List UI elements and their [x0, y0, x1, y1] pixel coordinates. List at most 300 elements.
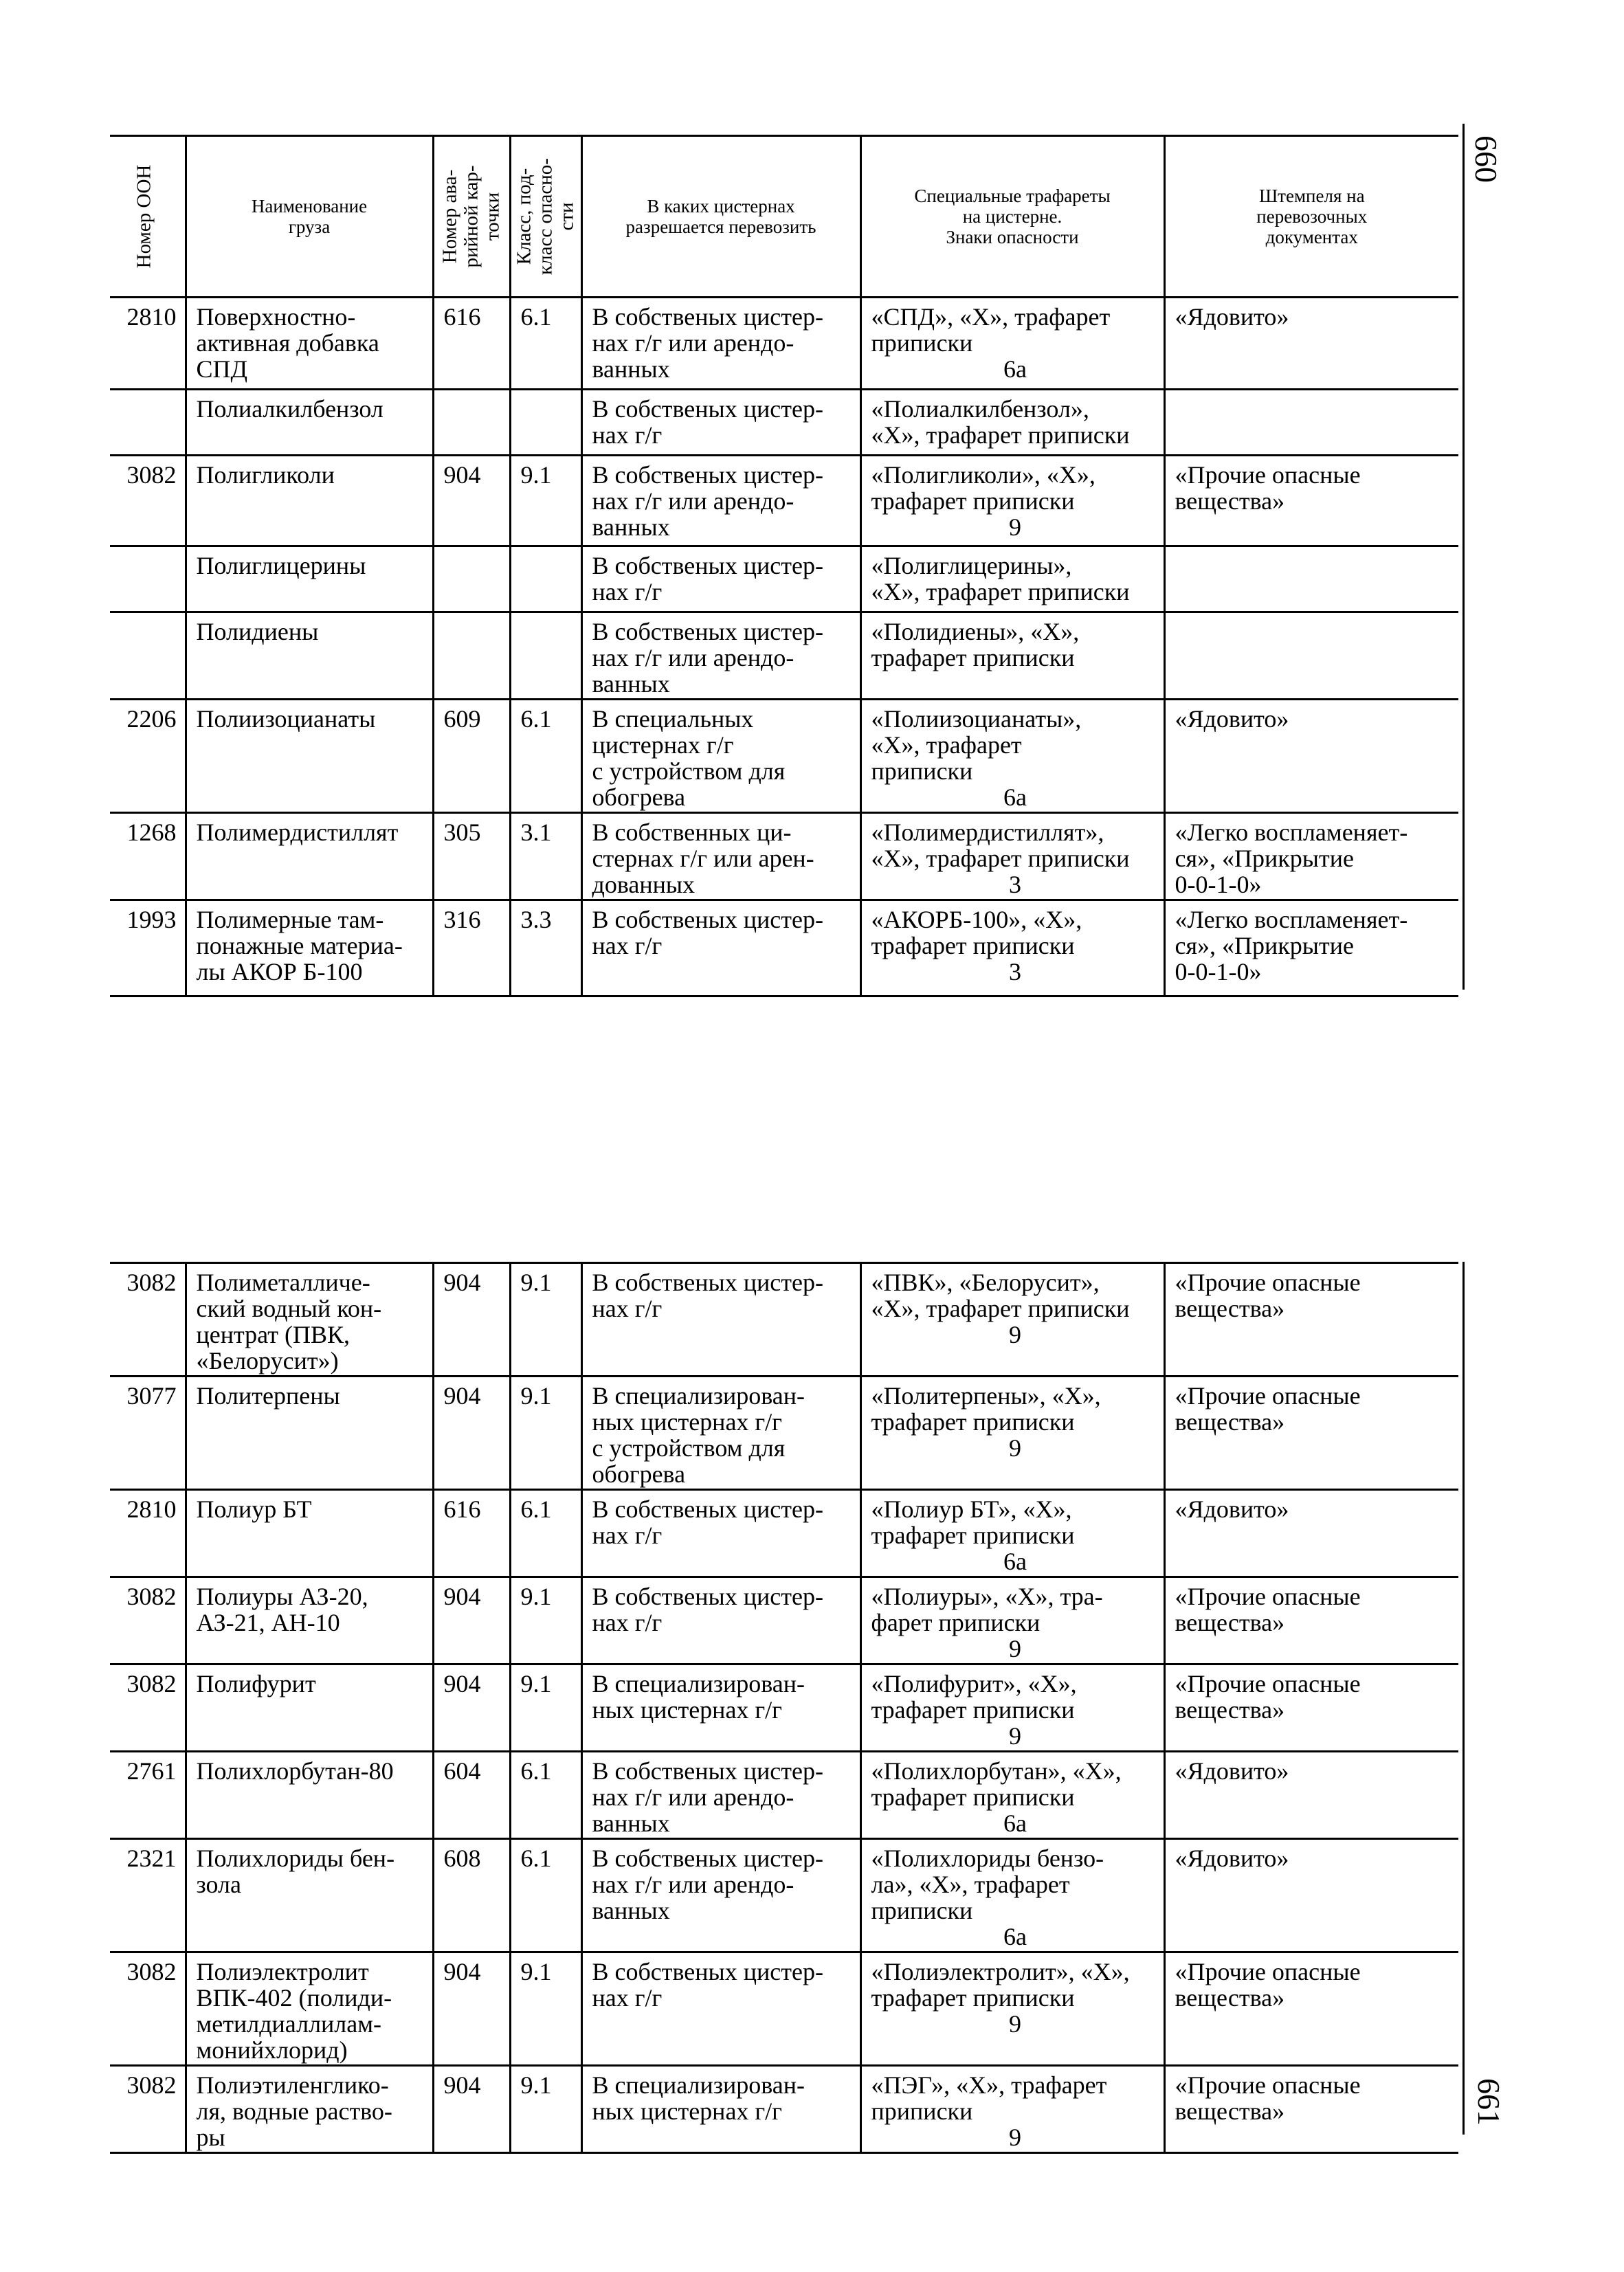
- un-cell: 3082: [110, 456, 186, 546]
- text-line: 0-0-1-0»: [1175, 871, 1262, 898]
- text-line: «Полиэлектролит», «Х»,: [871, 1958, 1130, 1985]
- table-row: [110, 1377, 1458, 1490]
- danger-sign-number: 9: [1009, 513, 1021, 541]
- text-line: Полидиены: [196, 618, 319, 645]
- text-line: «ПЭГ», «Х», трафарет: [871, 2071, 1107, 2099]
- class-cell: 9.1: [510, 456, 581, 546]
- text-line: метилдиаллилам-: [196, 2010, 382, 2038]
- text-line: «Полигликоли», «Х»,: [871, 461, 1095, 489]
- stencil-cell: [860, 298, 1164, 390]
- name-cell: [186, 1839, 433, 1952]
- stamp-cell: [1164, 1752, 1458, 1839]
- text-line: «Полихлориды бензо-: [871, 1845, 1104, 1872]
- text-line: «Ядовито»: [1175, 705, 1289, 733]
- un-cell: 2810: [110, 1490, 186, 1577]
- stencil-cell: [860, 1490, 1164, 1577]
- text-line: В специализирован-: [592, 1382, 805, 1410]
- text-line: нах г/г: [592, 421, 663, 449]
- table-row: [110, 813, 1458, 900]
- text-line: обогрева: [592, 1460, 686, 1488]
- name-cell: [186, 700, 433, 813]
- tanks-cell: [581, 1839, 860, 1952]
- stamp-cell: [1164, 1664, 1458, 1752]
- danger-sign-number: 9: [1009, 1635, 1021, 1662]
- name-cell: [186, 1952, 433, 2066]
- text-line: В собственых цистер-: [592, 1269, 823, 1296]
- danger-sign-number: 6а: [1003, 1923, 1027, 1950]
- text-line: «Полиалкилбензол»,: [871, 395, 1089, 423]
- stencil-cell: [860, 1263, 1164, 1377]
- header-cargo-name: [186, 136, 433, 298]
- stencil-cell: [860, 1577, 1164, 1664]
- name-cell: [186, 1577, 433, 1664]
- text-line: Полиэтиленглико-: [196, 2071, 389, 2099]
- un-cell: [110, 390, 186, 456]
- text-line: Полигликоли: [196, 461, 335, 489]
- class-cell: 6.1: [510, 1490, 581, 1577]
- text-line: зола: [196, 1871, 241, 1898]
- text-line: ля, водные раство-: [196, 2097, 392, 2125]
- text-line: нах г/г или арендо-: [592, 1871, 794, 1898]
- text-line: В собственых цистер-: [592, 1495, 823, 1523]
- danger-sign-number: 6а: [1003, 1548, 1027, 1575]
- un-cell: 3077: [110, 1377, 186, 1490]
- text-line: «Белорусит»): [196, 1347, 339, 1374]
- text-line: нах г/г: [592, 1522, 663, 1549]
- text-line: Полиглицерины: [196, 552, 366, 579]
- un-cell: 3082: [110, 1577, 186, 1664]
- text-line: ры: [196, 2124, 225, 2151]
- text-line: Полиуры АЗ-20,: [196, 1583, 368, 1610]
- text-line: В собственных ци-: [592, 818, 792, 846]
- header-stencils: [860, 136, 1164, 298]
- text-line: ВПК-402 (полиди-: [196, 1984, 392, 2012]
- danger-sign-number: 6а: [1003, 1809, 1027, 1837]
- text-line: Поверхностно-: [196, 303, 356, 331]
- stencil-cell: [860, 456, 1164, 546]
- stamp-cell: [1164, 1839, 1458, 1952]
- stamp-cell: [1164, 1952, 1458, 2066]
- class-cell: 6.1: [510, 1839, 581, 1952]
- text-line: сти: [555, 202, 578, 231]
- text-line: Штемпеля на: [1258, 186, 1365, 206]
- text-line: Полиалкилбензол: [196, 395, 383, 423]
- text-line: приписки: [871, 2097, 973, 2125]
- tanks-cell: [581, 298, 860, 390]
- card-cell: 904: [433, 456, 510, 546]
- tanks-cell: [581, 900, 860, 996]
- text-line: ванных: [592, 355, 670, 383]
- header-hazard-class: [510, 136, 581, 298]
- stamp-cell: [1164, 1577, 1458, 1664]
- stamp-cell: [1164, 612, 1458, 700]
- name-cell: [186, 900, 433, 996]
- text-line: «Полихлорбутан», «Х»,: [871, 1757, 1122, 1785]
- table-row: [110, 1839, 1458, 1952]
- text-line: «Х», трафарет приписки: [871, 1295, 1130, 1322]
- un-cell: 2321: [110, 1839, 186, 1952]
- text-line: «Легко воспламеняет-: [1175, 818, 1408, 846]
- text-line: В собственых цистер-: [592, 552, 823, 579]
- text-line: ных цистернах г/г: [592, 1696, 782, 1724]
- un-cell: 2761: [110, 1752, 186, 1839]
- stamp-cell: [1164, 900, 1458, 996]
- text-line: с устройством для: [592, 757, 786, 785]
- page-number-bottom: 661: [1471, 2078, 1506, 2126]
- text-line: дованных: [592, 871, 696, 898]
- text-line: «Х», трафарет приписки: [871, 578, 1130, 605]
- text-line: «Х», трафарет приписки: [871, 845, 1130, 872]
- text-line: приписки: [871, 757, 973, 785]
- text-line: АЗ-21, АН-10: [196, 1609, 340, 1636]
- stamp-cell: [1164, 298, 1458, 390]
- text-line: Полиур БТ: [196, 1495, 312, 1523]
- text-line: вещества»: [1175, 2097, 1285, 2125]
- stencil-cell: [860, 700, 1164, 813]
- text-line: ся», «Прикрытие: [1175, 845, 1354, 872]
- tanks-cell: [581, 2066, 860, 2153]
- right-rule-bottom: [1462, 1262, 1465, 2135]
- text-line: Полифурит: [196, 1670, 316, 1697]
- text-line: трафарет приписки: [871, 932, 1075, 959]
- text-line: В специализирован-: [592, 1670, 805, 1697]
- name-cell: [186, 1490, 433, 1577]
- text-line: на цистерне.: [962, 206, 1063, 227]
- text-line: «Прочие опасные: [1175, 1670, 1361, 1697]
- text-line: «Прочие опасные: [1175, 461, 1361, 489]
- class-cell: 3.3: [510, 900, 581, 996]
- text-line: В собственых цистер-: [592, 1845, 823, 1872]
- text-line: ский водный кон-: [196, 1295, 382, 1322]
- name-cell: [186, 390, 433, 456]
- text-line: «Прочие опасные: [1175, 1382, 1361, 1410]
- name-cell: [186, 546, 433, 612]
- name-cell: [186, 612, 433, 700]
- header-emergency-card: [433, 136, 510, 298]
- text-line: точки: [481, 192, 504, 241]
- text-line: «Полиизоцианаты»,: [871, 705, 1082, 733]
- card-cell: 904: [433, 2066, 510, 2153]
- header-un-number: Номер ООН: [110, 136, 186, 298]
- text-line: трафарет приписки: [871, 1522, 1075, 1549]
- text-line: Полиэлектролит: [196, 1958, 369, 1985]
- stencil-cell: [860, 1664, 1164, 1752]
- card-cell: 904: [433, 1664, 510, 1752]
- text-line: нах г/г: [592, 1295, 663, 1322]
- class-cell: 9.1: [510, 2066, 581, 2153]
- text-line: вещества»: [1175, 1295, 1285, 1322]
- table-row: [110, 1577, 1458, 1664]
- text-line: нах г/г: [592, 1984, 663, 2012]
- tanks-cell: [581, 546, 860, 612]
- un-cell: 3082: [110, 1263, 186, 1377]
- text-line: груза: [288, 216, 331, 237]
- stamp-cell: [1164, 1263, 1458, 1377]
- table-row: [110, 1263, 1458, 1377]
- text-line: «Полимердистиллят»,: [871, 818, 1104, 846]
- text-line: В собственых цистер-: [592, 461, 823, 489]
- class-cell: 6.1: [510, 700, 581, 813]
- name-cell: [186, 1752, 433, 1839]
- text-line: Полимерные там-: [196, 906, 384, 933]
- header-stamps: [1164, 136, 1458, 298]
- text-line: Знаки опасности: [946, 227, 1079, 247]
- un-cell: [110, 546, 186, 612]
- stamp-cell: [1164, 546, 1458, 612]
- tanks-cell: [581, 1952, 860, 2066]
- tanks-cell: [581, 612, 860, 700]
- text-line: нах г/г: [592, 578, 663, 605]
- text-line: нах г/г или арендо-: [592, 1783, 794, 1811]
- text-line: стернах г/г или арен-: [592, 845, 814, 872]
- table-row: [110, 2066, 1458, 2153]
- name-cell: [186, 456, 433, 546]
- text-line: понажные материа-: [196, 932, 403, 959]
- text-line: вещества»: [1175, 1696, 1285, 1724]
- table-row: [110, 546, 1458, 612]
- text-line: нах г/г: [592, 1609, 663, 1636]
- cargo-table-1: [110, 135, 1458, 997]
- class-cell: 9.1: [510, 1377, 581, 1490]
- text-line: В собственых цистер-: [592, 906, 823, 933]
- text-line: Полихлориды бен-: [196, 1845, 395, 1872]
- text-line: нах г/г или арендо-: [592, 487, 794, 515]
- stencil-cell: [860, 1752, 1164, 1839]
- table-row: [110, 900, 1458, 996]
- tanks-cell: [581, 1577, 860, 1664]
- text-line: СПД: [196, 355, 248, 383]
- text-line: В специализирован-: [592, 2071, 805, 2099]
- text-line: В собственых цистер-: [592, 1958, 823, 1985]
- text-line: вещества»: [1175, 487, 1285, 515]
- text-line: ла», «Х», трафарет: [871, 1871, 1070, 1898]
- card-cell: [433, 390, 510, 456]
- text-line: «Политерпены», «Х»,: [871, 1382, 1101, 1410]
- text-line: Полихлорбутан-80: [196, 1757, 394, 1785]
- text-line: трафарет приписки: [871, 644, 1075, 671]
- tanks-cell: [581, 1490, 860, 1577]
- text-line: В собственых цистер-: [592, 1583, 823, 1610]
- text-line: «ПВК», «Белорусит»,: [871, 1269, 1100, 1296]
- stamp-cell: [1164, 390, 1458, 456]
- text-line: цистернах г/г: [592, 731, 734, 759]
- text-line: вещества»: [1175, 1984, 1285, 2012]
- text-line: ванных: [592, 1809, 670, 1837]
- un-cell: 1268: [110, 813, 186, 900]
- text-line: фарет приписки: [871, 1609, 1041, 1636]
- page-number-top: 660: [1469, 135, 1504, 183]
- table-row: [110, 1952, 1458, 2066]
- danger-sign-number: 9: [1009, 1434, 1021, 1462]
- text-line: ных цистернах г/г: [592, 1408, 782, 1436]
- card-cell: 904: [433, 1952, 510, 2066]
- text-line: ванных: [592, 670, 670, 698]
- card-cell: 904: [433, 1377, 510, 1490]
- text-line: «Ядовито»: [1175, 1495, 1289, 1523]
- text-line: трафарет приписки: [871, 1783, 1075, 1811]
- text-line: Полиизоцианаты: [196, 705, 376, 733]
- table-header-row: [110, 136, 1458, 298]
- stencil-cell: [860, 900, 1164, 996]
- header-tanks: [581, 136, 860, 298]
- un-cell: [110, 612, 186, 700]
- stamp-cell: [1164, 813, 1458, 900]
- danger-sign-number: 9: [1009, 1722, 1021, 1750]
- text-line: нах г/г или арендо-: [592, 329, 794, 357]
- text-line: обогрева: [592, 783, 686, 811]
- text-line: «Прочие опасные: [1175, 1958, 1361, 1985]
- table-row: [110, 390, 1458, 456]
- name-cell: [186, 1664, 433, 1752]
- text-line: В собственых цистер-: [592, 303, 823, 331]
- danger-sign-number: 3: [1009, 958, 1021, 985]
- text-line: «Полидиены», «Х»,: [871, 618, 1080, 645]
- text-line: «Прочие опасные: [1175, 2071, 1361, 2099]
- text-line: «Полифурит», «Х»,: [871, 1670, 1077, 1697]
- tanks-cell: [581, 700, 860, 813]
- un-cell: 2206: [110, 700, 186, 813]
- un-cell: 3082: [110, 1664, 186, 1752]
- text-line: перевозочных: [1256, 206, 1368, 227]
- text-line: «Полиуры», «Х», тра-: [871, 1583, 1103, 1610]
- text-line: Полиметалличе-: [196, 1269, 370, 1296]
- table-row: [110, 1664, 1458, 1752]
- danger-sign-number: 9: [1009, 1321, 1021, 1348]
- cargo-table-2: [110, 1262, 1458, 2154]
- class-cell: 3.1: [510, 813, 581, 900]
- tanks-cell: [581, 1377, 860, 1490]
- text-line: монийхлорид): [196, 2036, 348, 2064]
- un-cell: 3082: [110, 2066, 186, 2153]
- tanks-cell: [581, 1263, 860, 1377]
- table-row: [110, 1490, 1458, 1577]
- text-line: класс опасно-: [534, 158, 557, 275]
- text-line: Наименование: [251, 196, 368, 216]
- un-cell: 2810: [110, 298, 186, 390]
- stamp-cell: [1164, 1377, 1458, 1490]
- text-line: В собственых цистер-: [592, 618, 823, 645]
- card-cell: 609: [433, 700, 510, 813]
- stencil-cell: [860, 612, 1164, 700]
- stamp-cell: [1164, 456, 1458, 546]
- text-line: ся», «Прикрытие: [1175, 932, 1354, 959]
- tanks-cell: [581, 813, 860, 900]
- text-line: трафарет приписки: [871, 487, 1075, 515]
- card-cell: 904: [433, 1577, 510, 1664]
- stamp-cell: [1164, 2066, 1458, 2153]
- class-cell: 9.1: [510, 1577, 581, 1664]
- text-line: 0-0-1-0»: [1175, 958, 1262, 985]
- text-line: «Легко воспламеняет-: [1175, 906, 1408, 933]
- text-line: Полимердистиллят: [196, 818, 399, 846]
- text-line: ванных: [592, 513, 670, 541]
- name-cell: [186, 1263, 433, 1377]
- table-row: [110, 612, 1458, 700]
- danger-sign-number: 6а: [1003, 783, 1027, 811]
- text-line: нах г/г или арендо-: [592, 644, 794, 671]
- text-line: активная добавка: [196, 329, 379, 357]
- tanks-cell: [581, 390, 860, 456]
- table-1-body: [110, 298, 1458, 996]
- card-cell: 604: [433, 1752, 510, 1839]
- text-line: «Полиглицерины»,: [871, 552, 1072, 579]
- table-row: [110, 1752, 1458, 1839]
- class-cell: 9.1: [510, 1952, 581, 2066]
- text-line: вещества»: [1175, 1609, 1285, 1636]
- text-line: разрешается перевозить: [625, 216, 816, 237]
- stamp-cell: [1164, 700, 1458, 813]
- class-cell: [510, 546, 581, 612]
- danger-sign-number: 9: [1009, 2124, 1021, 2151]
- text-line: Политерпены: [196, 1382, 340, 1410]
- class-cell: [510, 612, 581, 700]
- text-line: вещества»: [1175, 1408, 1285, 1436]
- card-cell: 616: [433, 298, 510, 390]
- name-cell: [186, 298, 433, 390]
- text-line: «АКОРБ-100», «Х»,: [871, 906, 1082, 933]
- un-cell: 3082: [110, 1952, 186, 2066]
- card-cell: [433, 546, 510, 612]
- text-line: центрат (ПВК,: [196, 1321, 350, 1348]
- text-line: В специальных: [592, 705, 754, 733]
- card-cell: 616: [433, 1490, 510, 1577]
- card-cell: [433, 612, 510, 700]
- name-cell: [186, 1377, 433, 1490]
- table-row: [110, 298, 1458, 390]
- tanks-cell: [581, 1664, 860, 1752]
- stencil-cell: [860, 546, 1164, 612]
- stencil-cell: [860, 1839, 1164, 1952]
- un-cell: 1993: [110, 900, 186, 996]
- text-line: «Ядовито»: [1175, 1757, 1289, 1785]
- stamp-cell: [1164, 1490, 1458, 1577]
- table-row: [110, 456, 1458, 546]
- class-cell: 6.1: [510, 1752, 581, 1839]
- text-line: «Х», трафарет приписки: [871, 421, 1130, 449]
- table-2-body: [110, 1263, 1458, 2153]
- text-line: Номер ава-: [438, 169, 461, 264]
- text-line: трафарет приписки: [871, 1984, 1075, 2012]
- name-cell: [186, 813, 433, 900]
- text-line: Класс, под-: [513, 168, 535, 265]
- text-line: Специальные трафареты: [914, 186, 1111, 206]
- danger-sign-number: 3: [1009, 871, 1021, 898]
- text-line: ванных: [592, 1897, 670, 1924]
- text-line: В собственых цистер-: [592, 395, 823, 423]
- class-cell: 9.1: [510, 1664, 581, 1752]
- danger-sign-number: 6а: [1003, 355, 1027, 383]
- text-line: «Ядовито»: [1175, 303, 1289, 331]
- text-line: лы АКОР Б-100: [196, 958, 363, 985]
- text-line: В каких цистернах: [647, 196, 795, 216]
- text-line: «Прочие опасные: [1175, 1269, 1361, 1296]
- card-cell: 305: [433, 813, 510, 900]
- stencil-cell: [860, 1377, 1164, 1490]
- text-line: ных цистернах г/г: [592, 2097, 782, 2125]
- text-line: трафарет приписки: [871, 1696, 1075, 1724]
- tanks-cell: [581, 1752, 860, 1839]
- text-line: «СПД», «Х», трафарет: [871, 303, 1111, 331]
- text-line: рийной кар-: [460, 165, 482, 268]
- card-cell: 904: [433, 1263, 510, 1377]
- text-line: В собственых цистер-: [592, 1757, 823, 1785]
- table-row: [110, 700, 1458, 813]
- tanks-cell: [581, 456, 860, 546]
- card-cell: 316: [433, 900, 510, 996]
- text-line: документах: [1265, 227, 1358, 247]
- name-cell: [186, 2066, 433, 2153]
- stencil-cell: [860, 2066, 1164, 2153]
